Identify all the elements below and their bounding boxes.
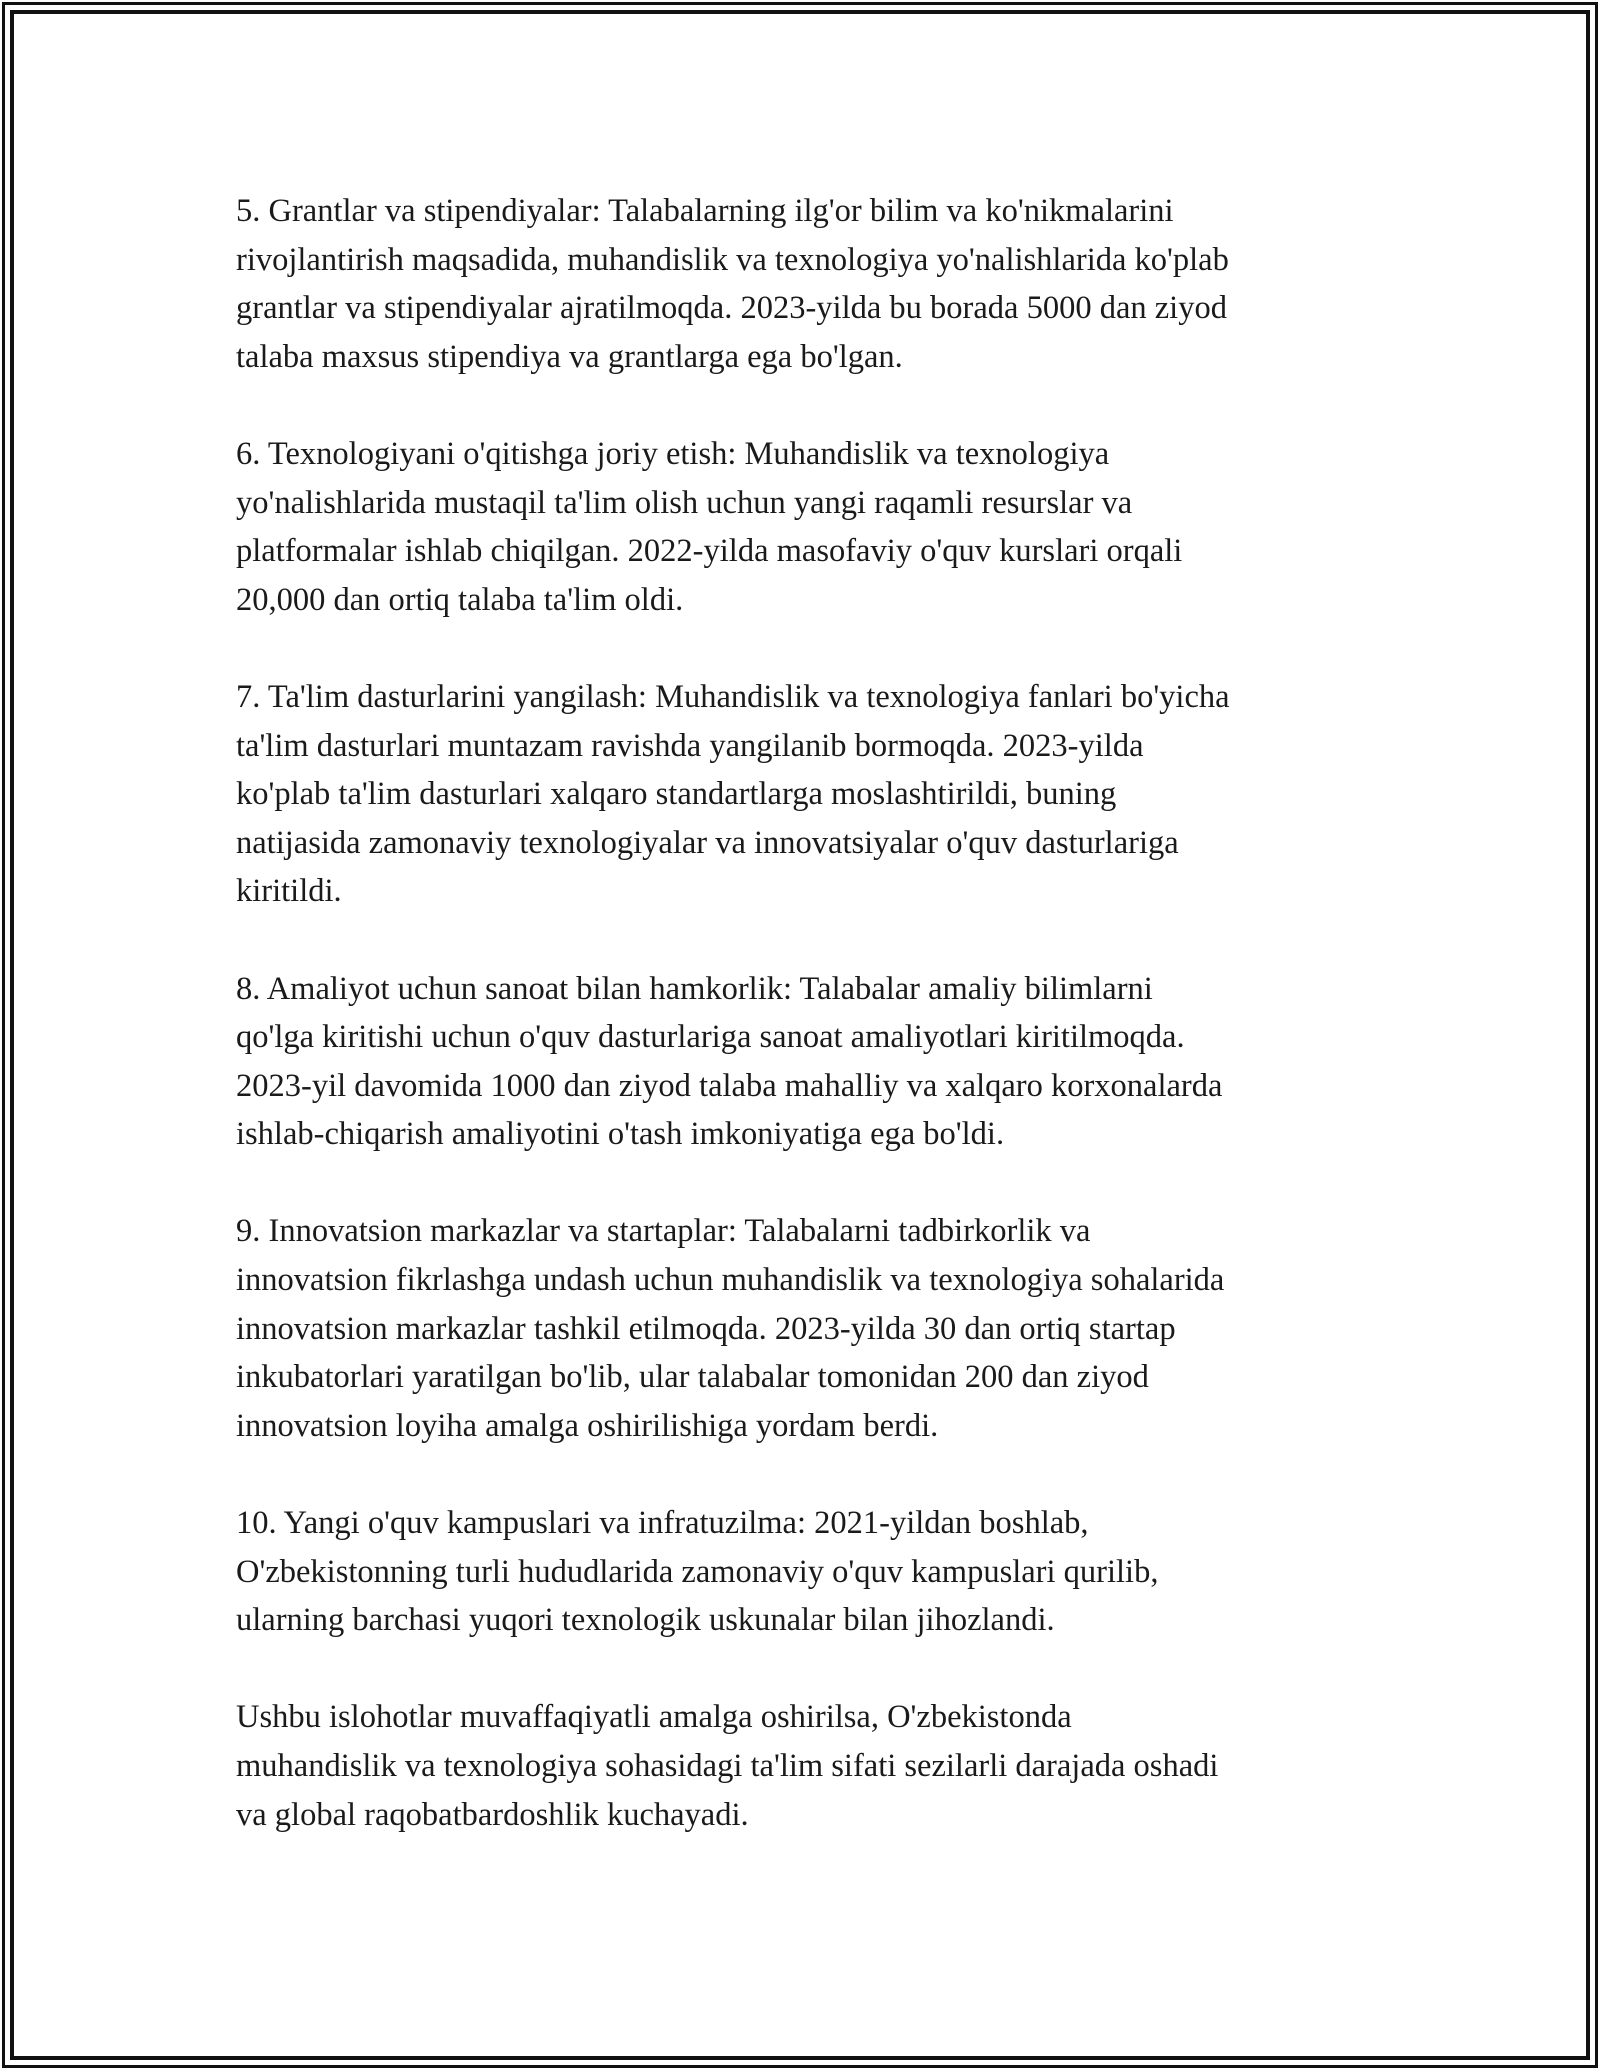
text-line: ta'lim dasturlari muntazam ravishda yangilanib bormoqda. 2023-yilda [236,727,1144,764]
text-line: ishlab-chiqarish amaliyotini o'tash imkoniyatiga ega bo'ldi. [236,1116,1005,1153]
text-line: 10. Yangi o'quv kampuslari va infratuzilma: 2021-yildan boshlab, [236,1505,1089,1542]
text-line: talaba maxsus stipendiya va grantlarga ega bo'lgan. [236,338,903,375]
document-body [236,187,1376,1888]
text-line: 7. Ta'lim dasturlarini yangilash: Muhandislik va texnologiya fanlari bo'yicha [236,678,1230,715]
text-line: muhandislik va texnologiya sohasidagi ta'lim sifati sezilarli darajada oshadi [236,1748,1219,1784]
text-line: innovatsion fikrlashga undash uchun muhandislik va texnologiya sohalarida [236,1262,1225,1299]
text-line: 20,000 dan ortiq talaba ta'lim oldi. [236,581,684,618]
paragraph-innovation-centers [236,1207,1376,1450]
text-line: rivojlantirish maqsadida, muhandislik va texnologiya yo'nalishlarida ko'plab [236,241,1229,278]
text-line: ularning barchasi yuqori texnologik uskunalar bilan jihozlandi. [236,1602,1055,1639]
text-line: 6. Texnologiyani o'qitishga joriy etish: Muhandislik va texnologiya [236,435,1110,472]
paragraph-campuses [236,1499,1376,1645]
text-line: qo'lga kiritishi uchun o'quv dasturlariga sanoat amaliyotlari kiritilmoqda. [236,1019,1185,1056]
text-line: platformalar ishlab chiqilgan. 2022-yilda masofaviy o'quv kurslari orqali [236,533,1183,570]
text-line: natijasida zamonaviy texnologiyalar va innovatsiyalar o'quv dasturlariga [236,824,1179,861]
text-line: grantlar va stipendiyalar ajratilmoqda. 2023-yilda bu borada 5000 dan ziyod [236,290,1227,327]
paragraph-technology-teaching [236,430,1376,624]
paragraph-conclusion [236,1693,1376,1839]
text-line: va global raqobatbardoshlik kuchayadi. [236,1796,749,1833]
text-line: yo'nalishlarida mustaqil ta'lim olish uchun yangi raqamli resurslar va [236,484,1133,521]
text-line: innovatsion loyiha amalga oshirilishiga yordam berdi. [236,1407,939,1444]
paragraph-curriculum-update [236,673,1376,916]
text-line: innovatsion markazlar tashkil etilmoqda. 2023-yilda 30 dan ortiq startap [236,1310,1176,1347]
text-line: 9. Innovatsion markazlar va startaplar: Talabalarni tadbirkorlik va [236,1213,1091,1250]
paragraph-industry-partnership [236,965,1376,1159]
text-line: 8. Amaliyot uchun sanoat bilan hamkorlik: Talabalar amaliy bilimlarni [236,970,1153,1007]
text-line: ko'plab ta'lim dasturlari xalqaro standartlarga moslashtirildi, buning [236,776,1117,813]
paragraph-grants [236,187,1376,381]
text-line: inkubatorlari yaratilgan bo'lib, ular talabalar tomonidan 200 dan ziyod [236,1359,1149,1396]
text-line: O'zbekistonning turli hududlarida zamonaviy o'quv kampuslari qurilib, [236,1553,1159,1590]
text-line: kiritildi. [236,873,342,910]
text-line: 5. Grantlar va stipendiyalar: Talabalarning ilg'or bilim va ko'nikmalarini [236,193,1174,229]
text-line: 2023-yil davomida 1000 dan ziyod talaba mahalliy va xalqaro korxonalarda [236,1067,1223,1104]
text-line: Ushbu islohotlar muvaffaqiyatli amalga oshirilsa, O'zbekistonda [236,1699,1072,1736]
